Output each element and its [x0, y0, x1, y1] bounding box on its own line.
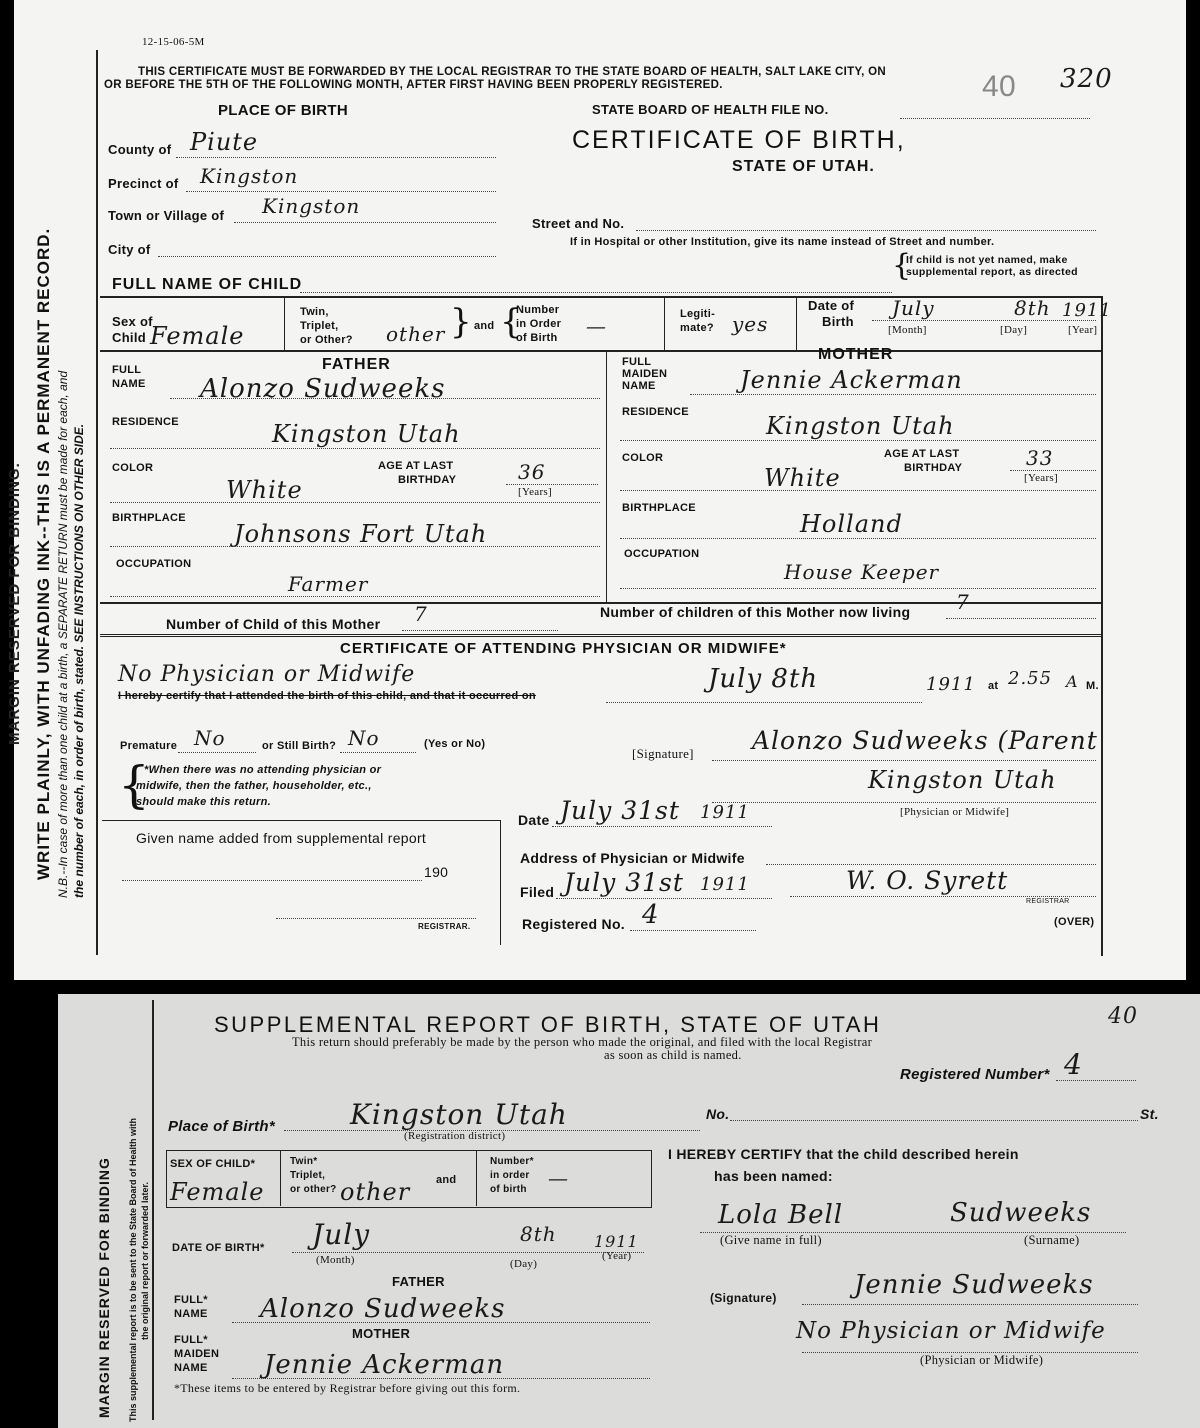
supplemental-mother-label-1: FULL*	[174, 1334, 208, 1346]
supplemental-note-1: This return should preferably be made by the person who made the original, and filed with the local Registrar	[292, 1035, 873, 1049]
mother-age-line	[1010, 470, 1096, 471]
county-value: Piute	[190, 128, 259, 156]
year-label: [Year]	[1068, 324, 1098, 336]
filed-year: 1911	[700, 874, 750, 895]
father-occupation-line	[110, 596, 600, 597]
date-signed-year: 1911	[700, 802, 750, 823]
sex-label-1: Sex of	[112, 314, 153, 329]
twin-label-1: Twin,	[300, 306, 329, 318]
supplemental-order-value: —	[548, 1166, 569, 1190]
supplemental-month-label: (Month)	[316, 1254, 355, 1266]
father-age: 36	[518, 460, 546, 484]
county-label: County of	[108, 142, 172, 157]
mother-age: 33	[1026, 446, 1054, 470]
dob-year: 1911	[1062, 300, 1112, 321]
mother-occupation-line	[620, 588, 1096, 589]
mother-color: White	[764, 464, 841, 492]
mother-birthplace-line	[620, 538, 1096, 539]
attending-heading: CERTIFICATE OF ATTENDING PHYSICIAN OR MIDWIFE*	[340, 640, 787, 657]
supplemental-signature-line	[802, 1304, 1138, 1305]
registrar-line	[790, 896, 1096, 897]
premature-line	[178, 752, 256, 753]
mother-color-line	[620, 490, 1096, 491]
supplemental-no-label: No.	[706, 1106, 730, 1122]
supplemental-sex-value: Female	[170, 1178, 265, 1206]
mother-occupation: House Keeper	[784, 560, 940, 584]
given-name-label: Given name added from supplemental report	[136, 830, 427, 846]
note-1: *When there was no attending physician or	[144, 764, 382, 776]
father-color-line	[110, 502, 600, 503]
supplemental-and-label: and	[436, 1174, 457, 1186]
left-border	[96, 50, 98, 955]
supplemental-margin-note-2: the original report or forwarded later.	[140, 1181, 150, 1340]
yes-no-label: (Yes or No)	[424, 738, 486, 750]
mother-residence-label: RESIDENCE	[622, 406, 689, 418]
precinct-value: Kingston	[200, 164, 299, 188]
dob-line	[872, 320, 1096, 321]
supplemental-note-2: as soon as child is named.	[604, 1048, 742, 1062]
note-3: should make this return.	[136, 796, 271, 808]
filed-label: Filed	[520, 884, 555, 900]
supplemental-father-line	[232, 1322, 650, 1323]
mother-heading: MOTHER	[818, 346, 894, 363]
supplemental-mother-line	[232, 1378, 650, 1379]
father-years-label: [Years]	[518, 486, 552, 498]
attending-top	[100, 634, 1102, 637]
dob-label-1: Date of	[808, 298, 855, 313]
supplemental-place-value: Kingston Utah	[350, 1098, 568, 1131]
address-label: Address of Physician or Midwife	[520, 850, 745, 866]
header-line-1: THIS CERTIFICATE MUST BE FORWARDED BY THE LOCAL REGISTRAR TO THE STATE BOARD OF HEALTH, SALT LAKE CITY, ON	[138, 66, 886, 78]
mother-full-label-1: FULL	[622, 356, 652, 368]
supplemental-father-value: Alonzo Sudweeks	[260, 1294, 506, 1324]
margin-nb-text-2: the number of each, in order of birth, stated. SEE INSTRUCTIONS ON OTHER SIDE.	[72, 423, 86, 898]
stillbirth-label: or Still Birth?	[262, 740, 337, 752]
filed-line	[556, 898, 772, 899]
supplemental-registered-line	[1056, 1080, 1136, 1081]
legit-value: yes	[732, 312, 769, 336]
father-age-line	[506, 484, 598, 485]
supplemental-order-label-2: in order	[490, 1170, 530, 1181]
day-label: [Day]	[1000, 324, 1028, 336]
full-name-child-label: FULL NAME OF CHILD	[112, 276, 303, 293]
child-number-label: Number of Child of this Mother	[166, 616, 381, 632]
brace: {	[118, 756, 150, 814]
given-registrar-line	[276, 918, 476, 919]
order-label-2: in Order	[516, 318, 562, 330]
supplemental-twin-label-1: Twin*	[290, 1156, 318, 1167]
town-value: Kingston	[262, 194, 361, 218]
hospital-note: If in Hospital or other Institution, give its name instead of Street and number.	[570, 236, 995, 248]
address-line	[766, 864, 1096, 865]
child-number-line	[402, 630, 558, 631]
father-color: White	[226, 476, 303, 504]
mother-full-label-3: NAME	[622, 380, 656, 392]
file-number-handwritten: 320	[1060, 64, 1113, 94]
not-named-note-2: supplemental report, as directed	[906, 266, 1078, 278]
mother-color-label: COLOR	[622, 452, 664, 464]
supplemental-title: SUPPLEMENTAL REPORT OF BIRTH, STATE OF UTAH	[214, 1012, 882, 1037]
supplemental-physician-label: (Physician or Midwife)	[920, 1353, 1044, 1367]
given-year-label: 190	[424, 864, 449, 880]
father-age-label-2: BIRTHDAY	[398, 474, 457, 486]
given-name-line	[122, 880, 422, 881]
supplemental-dob-label: DATE OF BIRTH*	[172, 1242, 265, 1254]
supplemental-signature-label: (Signature)	[710, 1291, 777, 1305]
and-label: and	[474, 320, 495, 332]
town-line	[234, 222, 496, 223]
signature-value: Alonzo Sudweeks (Parent	[752, 726, 1098, 755]
supplemental-street-line	[730, 1120, 1138, 1121]
county-line	[176, 157, 496, 158]
supplemental-mother-label-3: NAME	[174, 1362, 208, 1374]
mother-name-line	[690, 394, 1096, 395]
order-label-1: Number	[516, 304, 560, 316]
given-registrar-label: REGISTRAR.	[418, 922, 471, 931]
mother-age-label-1: AGE AT LAST	[884, 448, 960, 460]
mother-full-label-2: MAIDEN	[622, 368, 668, 380]
father-residence: Kingston Utah	[272, 420, 461, 448]
signature-line	[712, 760, 1096, 761]
father-residence-line	[110, 448, 600, 449]
father-birthplace-label: BIRTHPLACE	[112, 512, 186, 524]
father-heading: FATHER	[322, 356, 391, 373]
supplemental-footnote: *These items to be entered by Registrar before giving out this form.	[174, 1381, 521, 1395]
registrar-signature: W. O. Syrett	[846, 866, 1009, 895]
not-named-note-1: If child is not yet named, make	[906, 254, 1068, 266]
date-label: Date	[518, 812, 550, 828]
supplemental-certify-1: I HEREBY CERTIFY that the child described herein	[668, 1146, 1019, 1162]
child-row-top	[100, 296, 1102, 298]
father-birthplace-line	[110, 546, 600, 547]
father-birthplace: Johnsons Fort Utah	[234, 520, 488, 548]
date-signed-line	[552, 826, 772, 827]
dob-month: July	[892, 296, 935, 320]
father-name: Alonzo Sudweeks	[200, 374, 446, 404]
date-signed-value: July 31st	[560, 796, 680, 825]
legit-label-2: mate?	[680, 322, 714, 334]
order-value: —	[586, 314, 607, 338]
precinct-label: Precinct of	[108, 176, 179, 191]
filed-value: July 31st	[564, 868, 684, 897]
divider-3	[796, 298, 797, 350]
supplemental-st-label: St.	[1140, 1106, 1159, 1122]
margin-binding-text: MARGIN RESERVED FOR BINDING.	[6, 462, 23, 745]
registered-value: 4	[642, 900, 660, 930]
stamp-number: 40	[982, 70, 1016, 103]
supplemental-registered-value: 4	[1064, 1048, 1083, 1081]
supplemental-order-label-1: Number*	[490, 1156, 534, 1167]
certificate-title: CERTIFICATE OF BIRTH,	[572, 126, 906, 154]
mother-residence: Kingston Utah	[766, 412, 955, 440]
divider-1	[284, 298, 285, 350]
legit-label-1: Legiti-	[680, 308, 716, 320]
at-label: at	[988, 680, 999, 692]
certify-text: I hereby certify that I attended the birth of this child, and that it occurred on	[118, 690, 536, 702]
over-label: (OVER)	[1054, 916, 1095, 928]
stillbirth-line	[340, 752, 416, 753]
father-occupation: Farmer	[288, 572, 369, 596]
supplemental-margin-note-1: This supplemental report is to be sent to the State Board of Health with	[128, 1117, 138, 1422]
supplemental-dob-day: 8th	[520, 1222, 557, 1246]
supplemental-signature-value: Jennie Sudweeks	[854, 1270, 1094, 1300]
child-number-value: 7	[414, 602, 428, 626]
street-label: Street and No.	[532, 216, 625, 231]
mother-birthplace-label: BIRTHPLACE	[622, 502, 696, 514]
dob-label-2: Birth	[822, 314, 854, 329]
physician-label: [Physician or Midwife]	[900, 806, 1010, 818]
supplemental-year-label: (Year)	[602, 1250, 632, 1262]
note-2: midwife, then the father, householder, etc.,	[136, 780, 372, 792]
right-border	[1101, 296, 1103, 956]
signature-place: Kingston Utah	[868, 766, 1057, 794]
supplemental-dob-month: July	[312, 1218, 371, 1251]
father-residence-label: RESIDENCE	[112, 416, 179, 428]
registered-line	[630, 930, 756, 931]
form-code: 12-15-06-5M	[142, 36, 205, 48]
supplemental-mother-heading: MOTHER	[352, 1326, 411, 1341]
margin-nb-text-1: N.B.--In case of more than one child at a birth, a SEPARATE RETURN must be made for each, and	[56, 370, 70, 898]
sex-value: Female	[150, 322, 245, 350]
supplemental-surname: Sudweeks	[950, 1198, 1092, 1228]
birth-date-value: July 8th	[708, 664, 819, 694]
street-line	[636, 230, 1096, 231]
m-label: M.	[1086, 680, 1099, 692]
stillbirth-value: No	[348, 726, 380, 750]
supplemental-registered-label: Registered Number*	[900, 1066, 1050, 1083]
birth-year-value: 1911	[926, 674, 976, 695]
am-value: A	[1066, 672, 1079, 691]
header-line-2: OR BEFORE THE 5TH OF THE FOLLOWING MONTH, AFTER FIRST HAVING BEEN PROPERLY REGISTERED.	[104, 79, 723, 91]
margin-write-plainly-text: WRITE PLAINLY, WITH UNFADING INK--THIS IS A PERMANENT RECORD.	[34, 227, 53, 880]
supplemental-divider	[476, 1150, 477, 1206]
child-row-bottom	[100, 350, 1102, 352]
city-line	[158, 256, 496, 257]
twin-label-3: or Other?	[300, 334, 353, 346]
no-physician-note: No Physician or Midwife	[118, 662, 416, 687]
supplemental-father-heading: FATHER	[392, 1274, 445, 1289]
father-full-label-2: NAME	[112, 378, 146, 390]
twin-value: other	[386, 322, 446, 346]
father-name-line	[170, 398, 600, 399]
supplemental-order-label-3: of birth	[490, 1184, 527, 1195]
supplemental-day-label: (Day)	[510, 1258, 538, 1270]
mother-birthplace: Holland	[800, 510, 903, 538]
signature-place-line	[712, 802, 1096, 803]
premature-value: No	[194, 726, 226, 750]
birth-date-line	[606, 702, 922, 703]
dob-day: 8th	[1014, 296, 1051, 320]
mother-residence-line	[620, 440, 1096, 441]
supplemental-twin-label-3: or other?	[290, 1184, 337, 1195]
supplemental-given-label: (Give name in full)	[720, 1233, 822, 1247]
supplemental-twin-value: other	[340, 1178, 411, 1206]
mother-name: Jennie Ackerman	[740, 366, 963, 394]
supplemental-mother-value: Jennie Ackerman	[264, 1350, 505, 1380]
city-label: City of	[108, 242, 151, 257]
supplemental-margin-text: MARGIN RESERVED FOR BINDING	[96, 1157, 112, 1418]
file-no-label: STATE BOARD OF HEALTH FILE NO.	[592, 102, 829, 117]
supplemental-left-border	[152, 1000, 154, 1420]
father-full-label-1: FULL	[112, 364, 142, 376]
town-label: Town or Village of	[108, 208, 225, 223]
twin-label-2: Triplet,	[300, 320, 339, 332]
supplemental-physician-value: No Physician or Midwife	[796, 1318, 1106, 1344]
parents-divider	[606, 350, 607, 602]
mother-years-label: [Years]	[1024, 472, 1058, 484]
living-value: 7	[956, 590, 970, 614]
month-label: [Month]	[888, 324, 927, 336]
divider-2	[664, 298, 665, 350]
supplemental-father-label-1: FULL*	[174, 1294, 208, 1306]
supplemental-certify-2: has been named:	[714, 1168, 833, 1184]
sex-label-2: Child	[112, 330, 146, 345]
father-occupation-label: OCCUPATION	[116, 558, 192, 570]
mother-occupation-label: OCCUPATION	[624, 548, 700, 560]
supplemental-dob-line	[292, 1252, 644, 1253]
supplemental-given-name: Lola Bell	[718, 1200, 844, 1230]
father-age-label-1: AGE AT LAST	[378, 460, 454, 472]
supplemental-mother-label-2: MAIDEN	[174, 1348, 220, 1360]
precinct-line	[186, 191, 496, 192]
supplemental-number: 40	[1108, 1004, 1138, 1029]
supplemental-district-label: (Registration district)	[404, 1130, 506, 1142]
supplemental-dob-year: 1911	[594, 1232, 639, 1251]
supplemental-sex-label: SEX OF CHILD*	[170, 1158, 256, 1170]
certificate-subtitle: STATE OF UTAH.	[732, 158, 875, 175]
brace: {	[892, 248, 912, 283]
father-color-label: COLOR	[112, 462, 154, 474]
supplemental-divider	[280, 1150, 281, 1206]
signature-label: [Signature]	[632, 746, 694, 761]
supplemental-twin-label-2: Triplet,	[290, 1170, 326, 1181]
supplemental-place-label: Place of Birth*	[168, 1118, 276, 1135]
mother-age-label-2: BIRTHDAY	[904, 462, 963, 474]
file-no-line	[900, 118, 1090, 119]
time-value: 2.55	[1008, 668, 1053, 689]
place-of-birth-heading: PLACE OF BIRTH	[218, 102, 349, 119]
registered-label: Registered No.	[522, 916, 625, 932]
full-name-child-line	[300, 292, 892, 293]
order-label-3: of Birth	[516, 332, 558, 344]
supplemental-surname-label: (Surname)	[1024, 1233, 1080, 1247]
brace: {	[500, 302, 522, 342]
brace: }	[450, 302, 472, 342]
supplemental-father-label-2: NAME	[174, 1308, 208, 1320]
registrar-label: REGISTRAR	[1026, 898, 1070, 905]
premature-label: Premature	[120, 740, 178, 752]
living-line	[946, 618, 1096, 619]
living-label: Number of children of this Mother now living	[600, 604, 911, 620]
